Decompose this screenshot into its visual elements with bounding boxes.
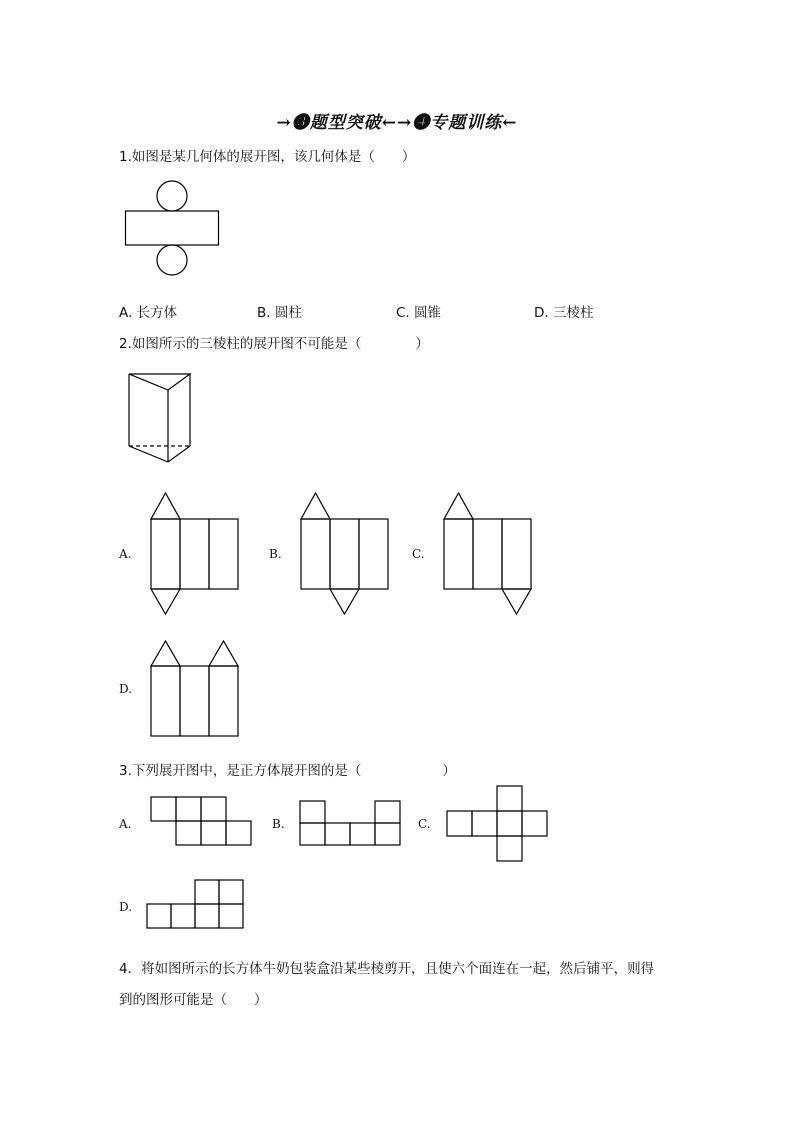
question-3-text: 3.下列展开图中，是正方体展开图的是（ ） — [119, 763, 456, 779]
question-2-text: 2.如图所示的三棱柱的展开图不可能是（ ） — [119, 336, 429, 352]
q1-option-d[interactable]: D. 三棱柱 — [534, 305, 594, 321]
triangular-prism-figure — [126, 370, 196, 466]
q2-net-d-figure — [150, 640, 242, 740]
q3-option-c[interactable]: C. — [418, 817, 431, 831]
cylinder-net-figure — [124, 180, 220, 276]
cylinder-top-circle — [157, 181, 187, 211]
q3-net-d-figure — [146, 879, 246, 931]
q3-net-b-figure — [299, 800, 403, 848]
cylinder-bottom-circle — [157, 245, 187, 275]
q2-net-c-figure — [443, 492, 535, 617]
q2-net-b-figure — [300, 492, 392, 617]
q1-option-b[interactable]: B. 圆柱 — [257, 305, 302, 321]
q3-option-a[interactable]: A. — [119, 817, 132, 831]
q1-option-c[interactable]: C. 圆锥 — [396, 305, 442, 321]
q2-option-c[interactable]: C. — [412, 547, 425, 561]
q3-net-c-figure — [446, 785, 550, 863]
prism-top-face — [129, 374, 190, 390]
section-title: →❸题型突破←→❹专题训练← — [276, 113, 518, 133]
cylinder-lateral-rect — [126, 211, 219, 245]
q2-option-a[interactable]: A. — [119, 547, 132, 561]
q3-net-a-figure — [150, 796, 254, 850]
q2-net-a-figure — [150, 492, 242, 617]
q2-option-b[interactable]: B. — [269, 547, 282, 561]
q3-option-b[interactable]: B. — [272, 817, 285, 831]
q2-option-d[interactable]: D. — [119, 682, 133, 696]
question-4-text-line1: 4．将如图所示的长方体牛奶包装盒沿某些棱剪开，且使六个面连在一起，然后铺平，则得 — [119, 961, 655, 977]
question-1-text: 1.如图是某几何体的展开图，该几何体是（ ） — [119, 149, 416, 165]
question-4-text-line2: 到的图形可能是（ ） — [119, 992, 268, 1008]
q3-option-d[interactable]: D. — [119, 900, 133, 914]
q1-option-a[interactable]: A. 长方体 — [119, 305, 178, 321]
